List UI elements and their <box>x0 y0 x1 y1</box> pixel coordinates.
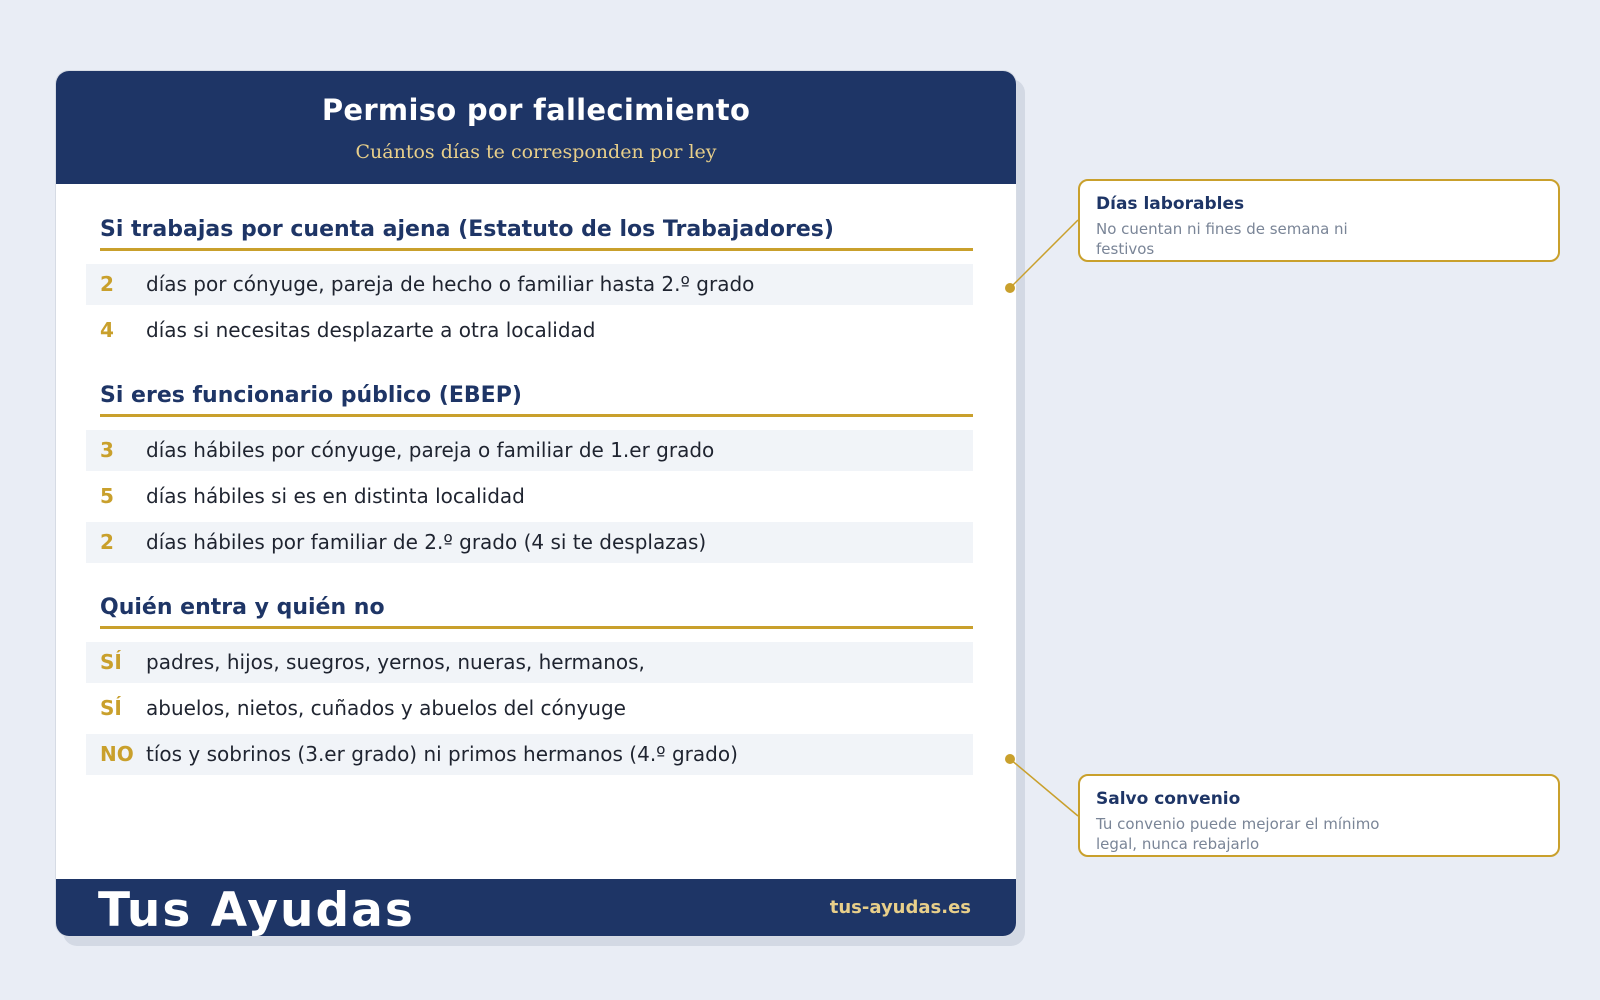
connector-line-convenio <box>1010 759 1078 816</box>
row-value: 5 <box>100 484 114 508</box>
card-subtitle: Cuántos días te corresponden por ley <box>355 141 717 163</box>
row-value: SÍ <box>100 696 122 720</box>
connector-dot-dias <box>1005 283 1015 293</box>
connector-dot-convenio <box>1005 754 1015 764</box>
callout-dias-laborables <box>1078 179 1560 262</box>
row-value: 4 <box>100 318 114 342</box>
row-text: días hábiles si es en distinta localidad <box>146 484 525 508</box>
callout-salvo-convenio <box>1078 774 1560 857</box>
row-value: SÍ <box>100 650 122 674</box>
row-text: días por cónyuge, pareja de hecho o familiar hasta 2.º grado <box>146 272 755 296</box>
callout-text: No cuentan ni fines de semana ni festivos <box>1096 220 1348 258</box>
callout-title: Días laborables <box>1096 194 1245 214</box>
row-value: 2 <box>100 530 114 554</box>
row-text: tíos y sobrinos (3.er grado) ni primos hermanos (4.º grado) <box>146 742 738 766</box>
callout-title: Salvo convenio <box>1096 789 1241 809</box>
row-value: 3 <box>100 438 114 462</box>
section-title: Si trabajas por cuenta ajena (Estatuto de los Trabajadores) <box>100 217 973 251</box>
row-text: padres, hijos, suegros, yernos, nueras, hermanos, <box>146 650 645 674</box>
connector-line-dias <box>1010 220 1078 288</box>
row-text: días hábiles por familiar de 2.º grado (4 si te desplazas) <box>146 530 707 554</box>
row-value: 2 <box>100 272 114 296</box>
row-text: días hábiles por cónyuge, pareja o familiar de 1.er grado <box>146 438 715 462</box>
brand-logo: Tus Ayudas <box>98 883 415 937</box>
site-link[interactable]: tus-ayudas.es <box>829 897 971 918</box>
row-text: abuelos, nietos, cuñados y abuelos del cónyuge <box>146 696 626 720</box>
row-text: días si necesitas desplazarte a otra localidad <box>146 318 596 342</box>
card-title: Permiso por fallecimiento <box>321 93 751 127</box>
section-title: Si eres funcionario público (EBEP) <box>100 383 973 417</box>
section-title: Quién entra y quién no <box>100 595 973 629</box>
callout-text: Tu convenio puede mejorar el mínimo legal, nunca rebajarlo <box>1096 815 1380 853</box>
row-value: NO <box>100 742 134 766</box>
